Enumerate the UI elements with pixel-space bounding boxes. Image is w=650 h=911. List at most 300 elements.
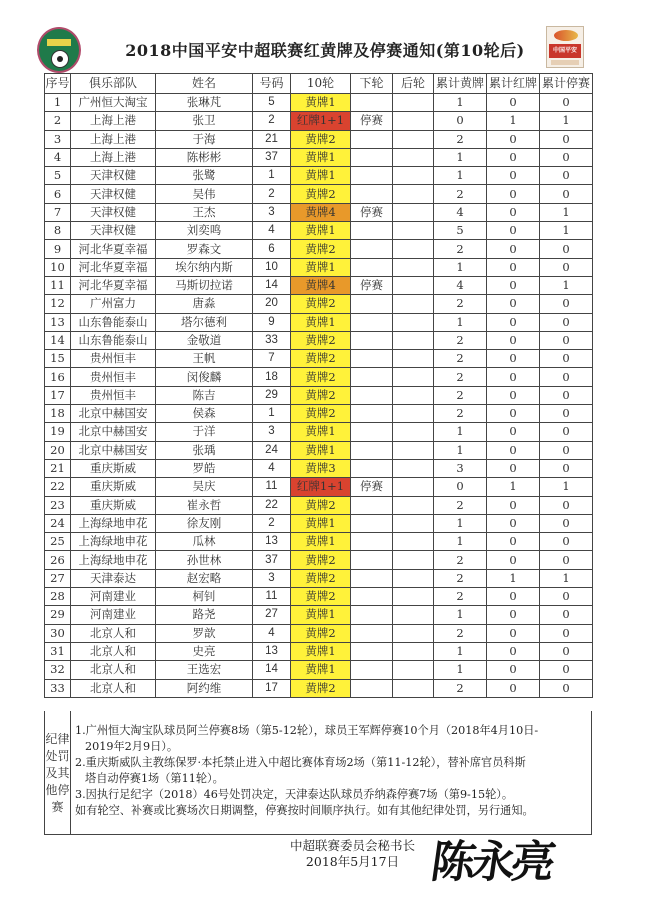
round10-card: 黄牌3 (291, 459, 351, 477)
player-name: 王杰 (156, 203, 253, 221)
round10-card: 黄牌1 (291, 148, 351, 166)
next-round (351, 423, 393, 441)
club-cell: 北京人和 (71, 661, 156, 679)
club-cell: 天津权健 (71, 167, 156, 185)
next-round (351, 222, 393, 240)
column-header: 号码 (253, 74, 291, 94)
page-title: 2018中国平安中超联赛红黄牌及停赛通知(第10轮后) (125, 41, 525, 60)
player-name: 罗森文 (156, 240, 253, 258)
column-header: 后轮 (393, 74, 434, 94)
club-cell: 上海绿地申花 (71, 514, 156, 532)
player-name: 闵俊麟 (156, 368, 253, 386)
total-yellow: 2 (434, 331, 487, 349)
notes-body (75, 723, 590, 819)
club-cell: 河北华夏幸福 (71, 276, 156, 294)
total-suspension: 1 (540, 112, 593, 130)
round10-card: 黄牌1 (291, 167, 351, 185)
shirt-number: 37 (253, 551, 291, 569)
next-round: 停赛 (351, 112, 393, 130)
round10-card: 黄牌2 (291, 569, 351, 587)
total-yellow: 1 (434, 258, 487, 276)
total-yellow: 2 (434, 295, 487, 313)
club-cell: 贵州恒丰 (71, 368, 156, 386)
total-yellow: 1 (434, 423, 487, 441)
total-red: 0 (487, 606, 540, 624)
player-name: 张卫 (156, 112, 253, 130)
player-name: 于海 (156, 130, 253, 148)
notes-label-line: 纪律 (45, 732, 70, 746)
next-round (351, 642, 393, 660)
total-red: 0 (487, 130, 540, 148)
note-line: 2.重庆斯威队主教练保罗·本托禁止进入中超比赛体育场2场（第11-12轮），替补席官员科斯 (75, 756, 526, 769)
later-round (393, 405, 434, 423)
total-yellow: 2 (434, 679, 487, 697)
total-suspension: 1 (540, 276, 593, 294)
player-name: 陈吉 (156, 386, 253, 404)
total-suspension: 0 (540, 258, 593, 276)
total-red: 0 (487, 533, 540, 551)
total-suspension: 0 (540, 423, 593, 441)
total-yellow: 1 (434, 441, 487, 459)
total-yellow: 2 (434, 405, 487, 423)
club-cell: 山东鲁能泰山 (71, 313, 156, 331)
table-row (45, 661, 593, 679)
total-yellow: 1 (434, 313, 487, 331)
total-suspension: 0 (540, 185, 593, 203)
player-name: 刘奕鸣 (156, 222, 253, 240)
total-red: 0 (487, 331, 540, 349)
note-line: 2019年2月9日）。 (85, 740, 179, 753)
shirt-number: 3 (253, 569, 291, 587)
table-row (45, 148, 593, 166)
round10-card: 黄牌2 (291, 679, 351, 697)
total-suspension: 0 (540, 459, 593, 477)
total-suspension: 0 (540, 331, 593, 349)
round10-card: 黄牌2 (291, 496, 351, 514)
later-round (393, 679, 434, 697)
player-name: 瓜林 (156, 533, 253, 551)
sponsor-label: 中国平安 (549, 44, 581, 58)
next-round (351, 551, 393, 569)
shirt-number: 13 (253, 642, 291, 660)
total-yellow: 1 (434, 94, 487, 112)
club-cell: 河南建业 (71, 606, 156, 624)
shirt-number: 24 (253, 441, 291, 459)
total-suspension: 0 (540, 496, 593, 514)
total-yellow: 2 (434, 185, 487, 203)
table-row (45, 331, 593, 349)
total-red: 0 (487, 222, 540, 240)
player-name: 于洋 (156, 423, 253, 441)
total-suspension: 1 (540, 478, 593, 496)
row-number: 15 (45, 350, 71, 368)
round10-card: 黄牌1 (291, 661, 351, 679)
table-row (45, 94, 593, 112)
table-row (45, 185, 593, 203)
total-yellow: 1 (434, 642, 487, 660)
row-number: 17 (45, 386, 71, 404)
shirt-number: 3 (253, 423, 291, 441)
later-round (393, 258, 434, 276)
csl-logo (546, 26, 584, 68)
total-red: 0 (487, 203, 540, 221)
total-red: 0 (487, 295, 540, 313)
player-name: 侯森 (156, 405, 253, 423)
table-row (45, 203, 593, 221)
total-suspension: 0 (540, 551, 593, 569)
notes-label-line: 及其 (45, 766, 70, 780)
row-number: 14 (45, 331, 71, 349)
next-round: 停赛 (351, 203, 393, 221)
next-round (351, 514, 393, 532)
shirt-number: 4 (253, 222, 291, 240)
notes-label-line: 处罚 (45, 749, 70, 763)
player-name: 张鹭 (156, 167, 253, 185)
row-number: 1 (45, 94, 71, 112)
round10-card: 黄牌1 (291, 258, 351, 276)
shirt-number: 2 (253, 514, 291, 532)
table-row (45, 679, 593, 697)
total-red: 0 (487, 276, 540, 294)
column-header: 序号 (45, 74, 71, 94)
round10-card: 黄牌2 (291, 331, 351, 349)
total-yellow: 2 (434, 240, 487, 258)
round10-card: 黄牌1 (291, 222, 351, 240)
total-suspension: 0 (540, 130, 593, 148)
table-row (45, 167, 593, 185)
total-suspension: 0 (540, 167, 593, 185)
shirt-number: 4 (253, 459, 291, 477)
club-cell: 贵州恒丰 (71, 350, 156, 368)
player-name: 史亮 (156, 642, 253, 660)
round10-card: 黄牌2 (291, 350, 351, 368)
shirt-number: 14 (253, 276, 291, 294)
player-name: 罗皓 (156, 459, 253, 477)
total-red: 0 (487, 313, 540, 331)
table-row (45, 423, 593, 441)
total-suspension: 0 (540, 533, 593, 551)
row-number: 19 (45, 423, 71, 441)
player-name: 马斯切拉诺 (156, 276, 253, 294)
next-round (351, 405, 393, 423)
total-red: 0 (487, 661, 540, 679)
next-round (351, 148, 393, 166)
total-red: 1 (487, 478, 540, 496)
shirt-number: 1 (253, 167, 291, 185)
club-cell: 重庆斯威 (71, 459, 156, 477)
round10-card: 黄牌1 (291, 514, 351, 532)
round10-card: 黄牌2 (291, 588, 351, 606)
total-red: 0 (487, 423, 540, 441)
total-yellow: 1 (434, 661, 487, 679)
table-row (45, 569, 593, 587)
table-row (45, 642, 593, 660)
round10-card: 黄牌2 (291, 551, 351, 569)
round10-card: 黄牌2 (291, 240, 351, 258)
next-round (351, 240, 393, 258)
club-cell: 重庆斯威 (71, 478, 156, 496)
table-row (45, 386, 593, 404)
total-suspension: 0 (540, 386, 593, 404)
round10-card: 红牌1+1 (291, 112, 351, 130)
table-row (45, 459, 593, 477)
round10-card: 黄牌1 (291, 441, 351, 459)
player-name: 孙世林 (156, 551, 253, 569)
row-number: 9 (45, 240, 71, 258)
later-round (393, 642, 434, 660)
later-round (393, 203, 434, 221)
later-round (393, 606, 434, 624)
total-red: 0 (487, 496, 540, 514)
later-round (393, 313, 434, 331)
total-yellow: 4 (434, 276, 487, 294)
row-number: 27 (45, 569, 71, 587)
later-round (393, 94, 434, 112)
total-yellow: 0 (434, 478, 487, 496)
total-yellow: 2 (434, 588, 487, 606)
total-yellow: 1 (434, 606, 487, 624)
later-round (393, 350, 434, 368)
total-suspension: 0 (540, 624, 593, 642)
shirt-number: 11 (253, 478, 291, 496)
total-red: 0 (487, 459, 540, 477)
row-number: 33 (45, 679, 71, 697)
total-red: 0 (487, 642, 540, 660)
club-cell: 山东鲁能泰山 (71, 331, 156, 349)
total-yellow: 2 (434, 624, 487, 642)
player-name: 塔尔德利 (156, 313, 253, 331)
shirt-number: 37 (253, 148, 291, 166)
table-row (45, 478, 593, 496)
table-row (45, 258, 593, 276)
player-name: 王选宏 (156, 661, 253, 679)
player-name: 柯钊 (156, 588, 253, 606)
club-cell: 河北华夏幸福 (71, 240, 156, 258)
total-red: 0 (487, 551, 540, 569)
later-round (393, 112, 434, 130)
total-suspension: 0 (540, 240, 593, 258)
table-row (45, 368, 593, 386)
total-suspension: 1 (540, 569, 593, 587)
next-round (351, 185, 393, 203)
column-header: 累计停赛 (540, 74, 593, 94)
shirt-number: 6 (253, 240, 291, 258)
next-round (351, 313, 393, 331)
player-name: 吴伟 (156, 185, 253, 203)
total-suspension: 0 (540, 606, 593, 624)
table-row (45, 624, 593, 642)
next-round (351, 368, 393, 386)
player-name: 王帆 (156, 350, 253, 368)
club-cell: 上海上港 (71, 148, 156, 166)
next-round (351, 679, 393, 697)
shirt-number: 4 (253, 624, 291, 642)
player-name: 张瑀 (156, 441, 253, 459)
later-round (393, 185, 434, 203)
club-cell: 北京中赫国安 (71, 405, 156, 423)
next-round (351, 386, 393, 404)
shirt-number: 20 (253, 295, 291, 313)
shirt-number: 9 (253, 313, 291, 331)
table-row (45, 222, 593, 240)
row-number: 8 (45, 222, 71, 240)
total-red: 0 (487, 588, 540, 606)
round10-card: 黄牌2 (291, 386, 351, 404)
later-round (393, 624, 434, 642)
player-name: 罗歆 (156, 624, 253, 642)
later-round (393, 368, 434, 386)
club-cell: 北京人和 (71, 624, 156, 642)
total-red: 0 (487, 405, 540, 423)
later-round (393, 386, 434, 404)
shirt-number: 14 (253, 661, 291, 679)
shirt-number: 2 (253, 185, 291, 203)
round10-card: 黄牌4 (291, 203, 351, 221)
round10-card: 黄牌2 (291, 624, 351, 642)
total-suspension: 1 (540, 222, 593, 240)
later-round (393, 661, 434, 679)
shirt-number: 3 (253, 203, 291, 221)
player-name: 赵宏略 (156, 569, 253, 587)
next-round (351, 350, 393, 368)
next-round (351, 459, 393, 477)
shirt-number: 11 (253, 588, 291, 606)
round10-card: 黄牌2 (291, 405, 351, 423)
row-number: 10 (45, 258, 71, 276)
total-suspension: 0 (540, 350, 593, 368)
total-red: 0 (487, 167, 540, 185)
row-number: 21 (45, 459, 71, 477)
table-header-row (45, 74, 593, 94)
discipline-notes (44, 711, 592, 835)
column-header: 下轮 (351, 74, 393, 94)
shirt-number: 5 (253, 94, 291, 112)
next-round (351, 661, 393, 679)
column-header: 俱乐部队 (71, 74, 156, 94)
club-cell: 上海上港 (71, 112, 156, 130)
card-table (44, 73, 593, 698)
player-name: 崔永哲 (156, 496, 253, 514)
table-row (45, 496, 593, 514)
next-round (351, 130, 393, 148)
table-row (45, 551, 593, 569)
total-yellow: 2 (434, 496, 487, 514)
club-cell: 贵州恒丰 (71, 386, 156, 404)
total-suspension: 0 (540, 313, 593, 331)
table-row (45, 130, 593, 148)
shirt-number: 17 (253, 679, 291, 697)
club-cell: 河南建业 (71, 588, 156, 606)
total-yellow: 2 (434, 350, 487, 368)
total-suspension: 0 (540, 679, 593, 697)
round10-card: 红牌1+1 (291, 478, 351, 496)
later-round (393, 588, 434, 606)
notes-label-line: 他停 (45, 783, 70, 797)
later-round (393, 222, 434, 240)
next-round (351, 624, 393, 642)
later-round (393, 569, 434, 587)
total-yellow: 2 (434, 551, 487, 569)
column-header: 累计黄牌 (434, 74, 487, 94)
total-yellow: 3 (434, 459, 487, 477)
club-cell: 上海上港 (71, 130, 156, 148)
row-number: 31 (45, 642, 71, 660)
note-line: 1.广州恒大淘宝队球员阿兰停赛8场（第5-12轮），球员王军辉停赛10个月（2018年4月10日- (75, 724, 539, 737)
round10-card: 黄牌1 (291, 606, 351, 624)
player-name: 唐淼 (156, 295, 253, 313)
club-cell: 上海绿地申花 (71, 551, 156, 569)
total-suspension: 1 (540, 203, 593, 221)
column-header: 姓名 (156, 74, 253, 94)
club-cell: 天津权健 (71, 203, 156, 221)
note-line: 塔自动停赛1场（第11轮）。 (85, 772, 224, 785)
next-round (351, 496, 393, 514)
row-number: 6 (45, 185, 71, 203)
club-cell: 天津权健 (71, 222, 156, 240)
later-round (393, 331, 434, 349)
total-red: 0 (487, 441, 540, 459)
total-yellow: 2 (434, 569, 487, 587)
row-number: 30 (45, 624, 71, 642)
note-line: 3.因执行足纪字（2018）46号处罚决定，天津泰达队球员乔纳森停赛7场（第9-15轮）。 (75, 788, 514, 801)
shirt-number: 27 (253, 606, 291, 624)
total-suspension: 0 (540, 405, 593, 423)
player-name: 张琳芃 (156, 94, 253, 112)
shirt-number: 21 (253, 130, 291, 148)
round10-card: 黄牌2 (291, 130, 351, 148)
table-row (45, 313, 593, 331)
later-round (393, 423, 434, 441)
round10-card: 黄牌1 (291, 423, 351, 441)
later-round (393, 295, 434, 313)
csl-emblem-icon (554, 30, 578, 41)
table-row (45, 441, 593, 459)
round10-card: 黄牌4 (291, 276, 351, 294)
later-round (393, 496, 434, 514)
shirt-number: 2 (253, 112, 291, 130)
handwritten-signature: 陈永亮 (427, 837, 555, 888)
shirt-number: 22 (253, 496, 291, 514)
notes-label-line: 赛 (51, 800, 64, 814)
row-number: 25 (45, 533, 71, 551)
total-red: 0 (487, 679, 540, 697)
table-row (45, 533, 593, 551)
shirt-number: 33 (253, 331, 291, 349)
total-yellow: 0 (434, 112, 487, 130)
total-red: 1 (487, 112, 540, 130)
total-red: 1 (487, 569, 540, 587)
row-number: 5 (45, 167, 71, 185)
total-red: 0 (487, 514, 540, 532)
player-name: 陈彬彬 (156, 148, 253, 166)
next-round (351, 258, 393, 276)
row-number: 11 (45, 276, 71, 294)
row-number: 20 (45, 441, 71, 459)
row-number: 28 (45, 588, 71, 606)
table-row (45, 112, 593, 130)
later-round (393, 130, 434, 148)
row-number: 12 (45, 295, 71, 313)
table-row (45, 276, 593, 294)
next-round (351, 94, 393, 112)
club-cell: 重庆斯威 (71, 496, 156, 514)
total-yellow: 5 (434, 222, 487, 240)
total-red: 0 (487, 148, 540, 166)
round10-card: 黄牌1 (291, 642, 351, 660)
club-cell: 北京中赫国安 (71, 423, 156, 441)
total-red: 0 (487, 240, 540, 258)
issue-date: 2018年5月17日 (305, 854, 400, 869)
